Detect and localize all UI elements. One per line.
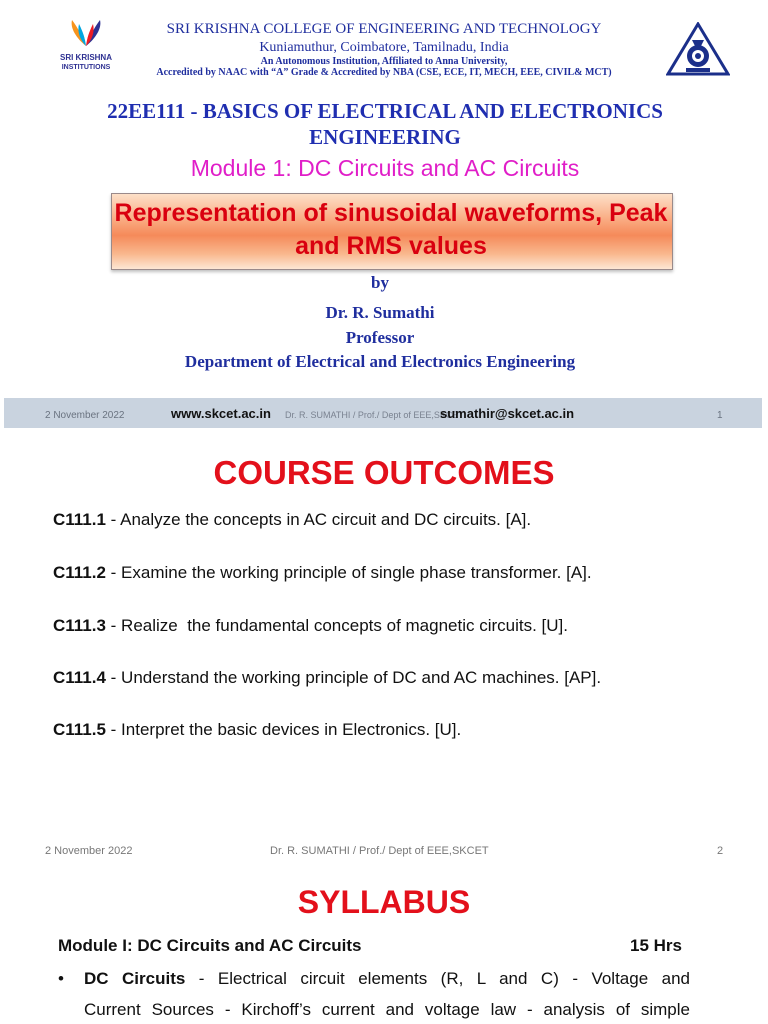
author-designation: Professor (345, 328, 415, 347)
outcome-text: - Interpret the basic devices in Electronics. [U]. (105, 720, 462, 739)
college-affiliation: An Autonomous Institution, Affiliated to Anna University, (260, 56, 508, 67)
outcome-item (53, 720, 753, 740)
syllabus-text: - Electrical circuit elements (R, L and C) - Voltage and (185, 969, 691, 988)
college-address: Kuniamuthur, Coimbatore, Tamilnadu, India (259, 40, 509, 55)
website-link[interactable]: www.skcet.ac.in (171, 406, 271, 421)
outcome-item (53, 510, 753, 530)
syllabus-line: Current Sources - Kirchoff’s current and voltage law - analysis of simple (84, 1000, 690, 1019)
college-accreditation: Accredited by NAAC with “A” Grade & Accredited by NBA (CSE, ECE, IT, MECH, EEE, CIVIL& MCT) (156, 67, 612, 78)
topic-title: Representation of sinusoidal waveforms, Peak and RMS values (114, 199, 668, 260)
college-name: SRI KRISHNA COLLEGE OF ENGINEERING AND TECHNOLOGY (166, 21, 602, 37)
outcome-text: - Understand the working principle of DC and AC machines. [AP]. (105, 668, 602, 687)
course-title: 22EE111 - BASICS OF ELECTRICAL AND ELECTRONICS ENGINEERING (107, 99, 663, 149)
author-name: Dr. R. Sumathi (325, 303, 435, 322)
bullet-icon: • (58, 969, 64, 988)
svg-text:SRI KRISHNA: SRI KRISHNA (59, 53, 113, 62)
outcome-item (53, 668, 753, 688)
module-heading: Module I: DC Circuits and AC Circuits (58, 936, 362, 955)
dc-circuits-label: DC Circuits (84, 969, 186, 988)
footer-date: 2 November 2022 (45, 845, 133, 857)
footer-date: 2 November 2022 (45, 410, 125, 421)
outcome-text: - Realize the fundamental concepts of magnetic circuits. [U]. (105, 616, 568, 635)
syllabus-heading: SYLLABUS (297, 884, 471, 920)
email-link[interactable]: sumathir@skcet.ac.in (440, 406, 575, 421)
outcome-code: C111.1 (53, 510, 106, 529)
course-outcomes-heading: COURSE OUTCOMES (213, 454, 555, 491)
outcome-code: C111.2 (53, 563, 106, 582)
outcome-item (53, 616, 753, 636)
module-title: Module 1: DC Circuits and AC Circuits (190, 155, 580, 181)
outcome-item (53, 563, 753, 583)
outcome-text: - Examine the working principle of single phase transformer. [A]. (105, 563, 592, 582)
page-number: 2 (717, 845, 724, 857)
page-number: 1 (717, 410, 723, 421)
outcome-code: C111.5 (53, 720, 106, 739)
by-label: by (371, 273, 389, 292)
outcome-code: C111.3 (53, 616, 106, 635)
footer-author: Dr. R. SUMATHI / Prof./ Dept of EEE,SKCET (285, 410, 464, 420)
svg-text:INSTITUTIONS: INSTITUTIONS (61, 64, 111, 71)
footer-author: Dr. R. SUMATHI / Prof./ Dept of EEE,SKCET (270, 845, 489, 857)
outcome-code: C111.4 (53, 668, 106, 687)
college-emblem-logo (666, 22, 730, 78)
author-department: Department of Electrical and Electronics Engineering (184, 352, 576, 371)
module-hours: 15 Hrs (630, 936, 682, 955)
syllabus-line (84, 969, 690, 989)
outcome-text: - Analyze the concepts in AC circuit and DC circuits. [A]. (105, 510, 532, 529)
